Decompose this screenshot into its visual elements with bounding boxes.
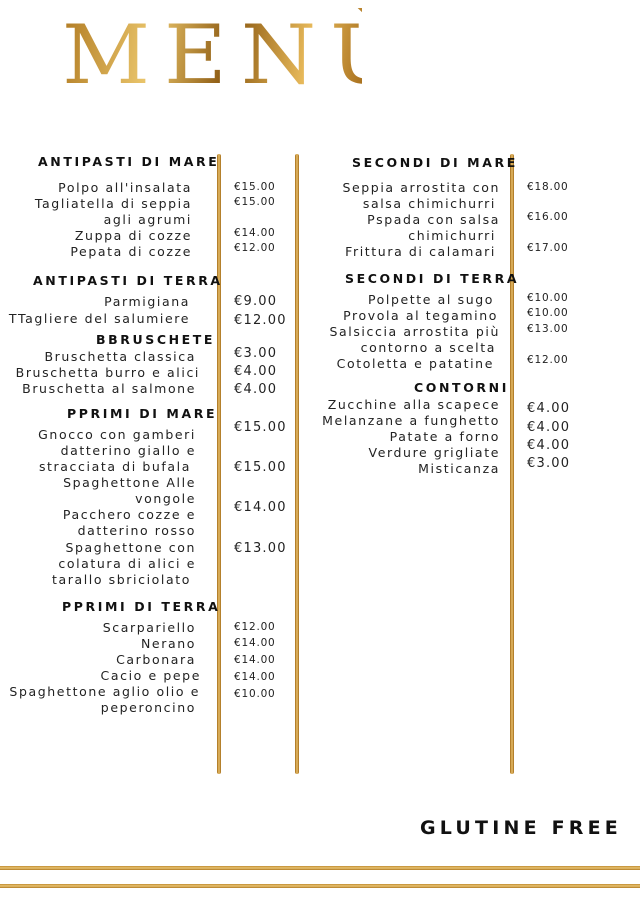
section-title-primi-mare: PPRIMI DI MARE [67, 406, 218, 421]
dish-price: €14.00 [234, 671, 276, 683]
dish-name: Zuppa di cozze [74, 228, 192, 243]
dish-name: Provola al tegamino [343, 308, 498, 323]
dish-name: Carbonara [116, 652, 196, 667]
dish-price: €13.00 [234, 541, 287, 556]
section-title-antipasti-mare: ANTIPASTI DI MARE [38, 154, 220, 169]
dish-name: Bruschetta al salmone [22, 381, 196, 396]
dish-name: Cacio e pepe [100, 668, 201, 683]
dish-name: chimichurri [408, 228, 496, 243]
dish-name: vongole [135, 491, 196, 506]
dish-price: €15.00 [234, 420, 287, 435]
dish-name: Spaghettone con [65, 540, 196, 555]
dish-price: €3.00 [527, 456, 571, 471]
dish-name: Polpo all'insalata [58, 180, 192, 195]
dish-name: Spaghettone Alle [63, 475, 196, 490]
dish-name: Pacchero cozze e [62, 507, 196, 522]
dish-name: Gnocco con gamberi [38, 427, 196, 442]
dish-price: €9.00 [234, 294, 278, 309]
dish-price: €14.00 [234, 654, 276, 666]
section-title-contorni: CONTORNI [414, 380, 509, 395]
menu-title: MENÙ [62, 8, 417, 103]
dish-name: Polpette al sugo [367, 292, 494, 307]
dish-name: stracciata di bufala [38, 459, 191, 474]
dish-price: €15.00 [234, 460, 287, 475]
dish-name: agli agrumi [103, 212, 192, 227]
section-title-secondi-mare: SECONDI DI MARE [352, 155, 518, 170]
dish-name: Patate a forno [389, 429, 500, 444]
divider-bar-left [217, 154, 221, 774]
dish-name: Scarpariello [102, 620, 196, 635]
dish-name: Nerano [140, 636, 196, 651]
dish-name: Zucchine alla scapece [327, 397, 500, 412]
dish-name: Pspada con salsa [367, 212, 500, 227]
dish-price: €4.00 [234, 364, 278, 379]
dish-price: €13.00 [527, 323, 569, 335]
dish-name: Bruschetta burro e alici [15, 365, 200, 380]
dish-name: tarallo sbriciolato [51, 572, 191, 587]
dish-name: Frittura di calamari [345, 244, 496, 259]
dish-price: €10.00 [234, 688, 276, 700]
footer-line-top [0, 866, 640, 870]
dish-price: €15.00 [234, 181, 276, 193]
dish-price: €4.00 [234, 382, 278, 397]
dish-price: €16.00 [527, 211, 569, 223]
dish-price: €4.00 [527, 438, 571, 453]
dish-price: €14.00 [234, 500, 287, 515]
dish-price: €17.00 [527, 242, 569, 254]
divider-bar-center [295, 154, 299, 774]
dish-price: €12.00 [234, 621, 276, 633]
dish-price: €4.00 [527, 401, 571, 416]
dish-price: €12.00 [234, 313, 287, 328]
dish-price: €3.00 [234, 346, 278, 361]
dish-price: €18.00 [527, 181, 569, 193]
dish-price: €4.00 [527, 420, 571, 435]
dish-name: Cotoletta e patatine [336, 356, 494, 371]
dish-name: Seppia arrostita con [342, 180, 500, 195]
dish-name: Melanzane a funghetto [322, 413, 500, 428]
dish-name: Verdure grigliate [368, 445, 500, 460]
section-title-bruschette: BBRUSCHETE [96, 332, 216, 347]
dish-name: Salsiccia arrostita più [329, 324, 500, 339]
dish-name: Bruschetta classica [44, 349, 196, 364]
section-title-primi-terra: PPRIMI DI TERRA [62, 599, 221, 614]
section-title-secondi-terra: SECONDI DI TERRA [345, 271, 520, 286]
dish-name: TTagliere del salumiere [8, 311, 190, 326]
dish-name: datterino rosso [77, 523, 196, 538]
dish-price: €12.00 [527, 354, 569, 366]
dish-price: €15.00 [234, 196, 276, 208]
dish-name: Pepata di cozze [70, 244, 192, 259]
dish-price: €14.00 [234, 227, 276, 239]
gluten-free-label: GLUTINE FREE [420, 817, 622, 839]
dish-name: Parmigiana [104, 294, 190, 309]
dish-name: peperoncino [100, 700, 196, 715]
footer-line-bottom [0, 884, 640, 888]
section-title-antipasti-terra: ANTIPASTI DI TERRA [33, 273, 223, 288]
dish-price: €10.00 [527, 307, 569, 319]
dish-name: contorno a scelta [360, 340, 496, 355]
dish-price: €14.00 [234, 637, 276, 649]
dish-name: Spaghettone aglio olio e [9, 684, 200, 699]
dish-price: €10.00 [527, 292, 569, 304]
dish-name: colatura di alici e [58, 556, 196, 571]
dish-price: €12.00 [234, 242, 276, 254]
divider-bar-right [510, 154, 514, 774]
dish-name: datterino giallo e [60, 443, 196, 458]
dish-name: Tagliatella di seppia [34, 196, 192, 211]
dish-name: salsa chimichurri [362, 196, 496, 211]
dish-name: Misticanza [418, 461, 500, 476]
